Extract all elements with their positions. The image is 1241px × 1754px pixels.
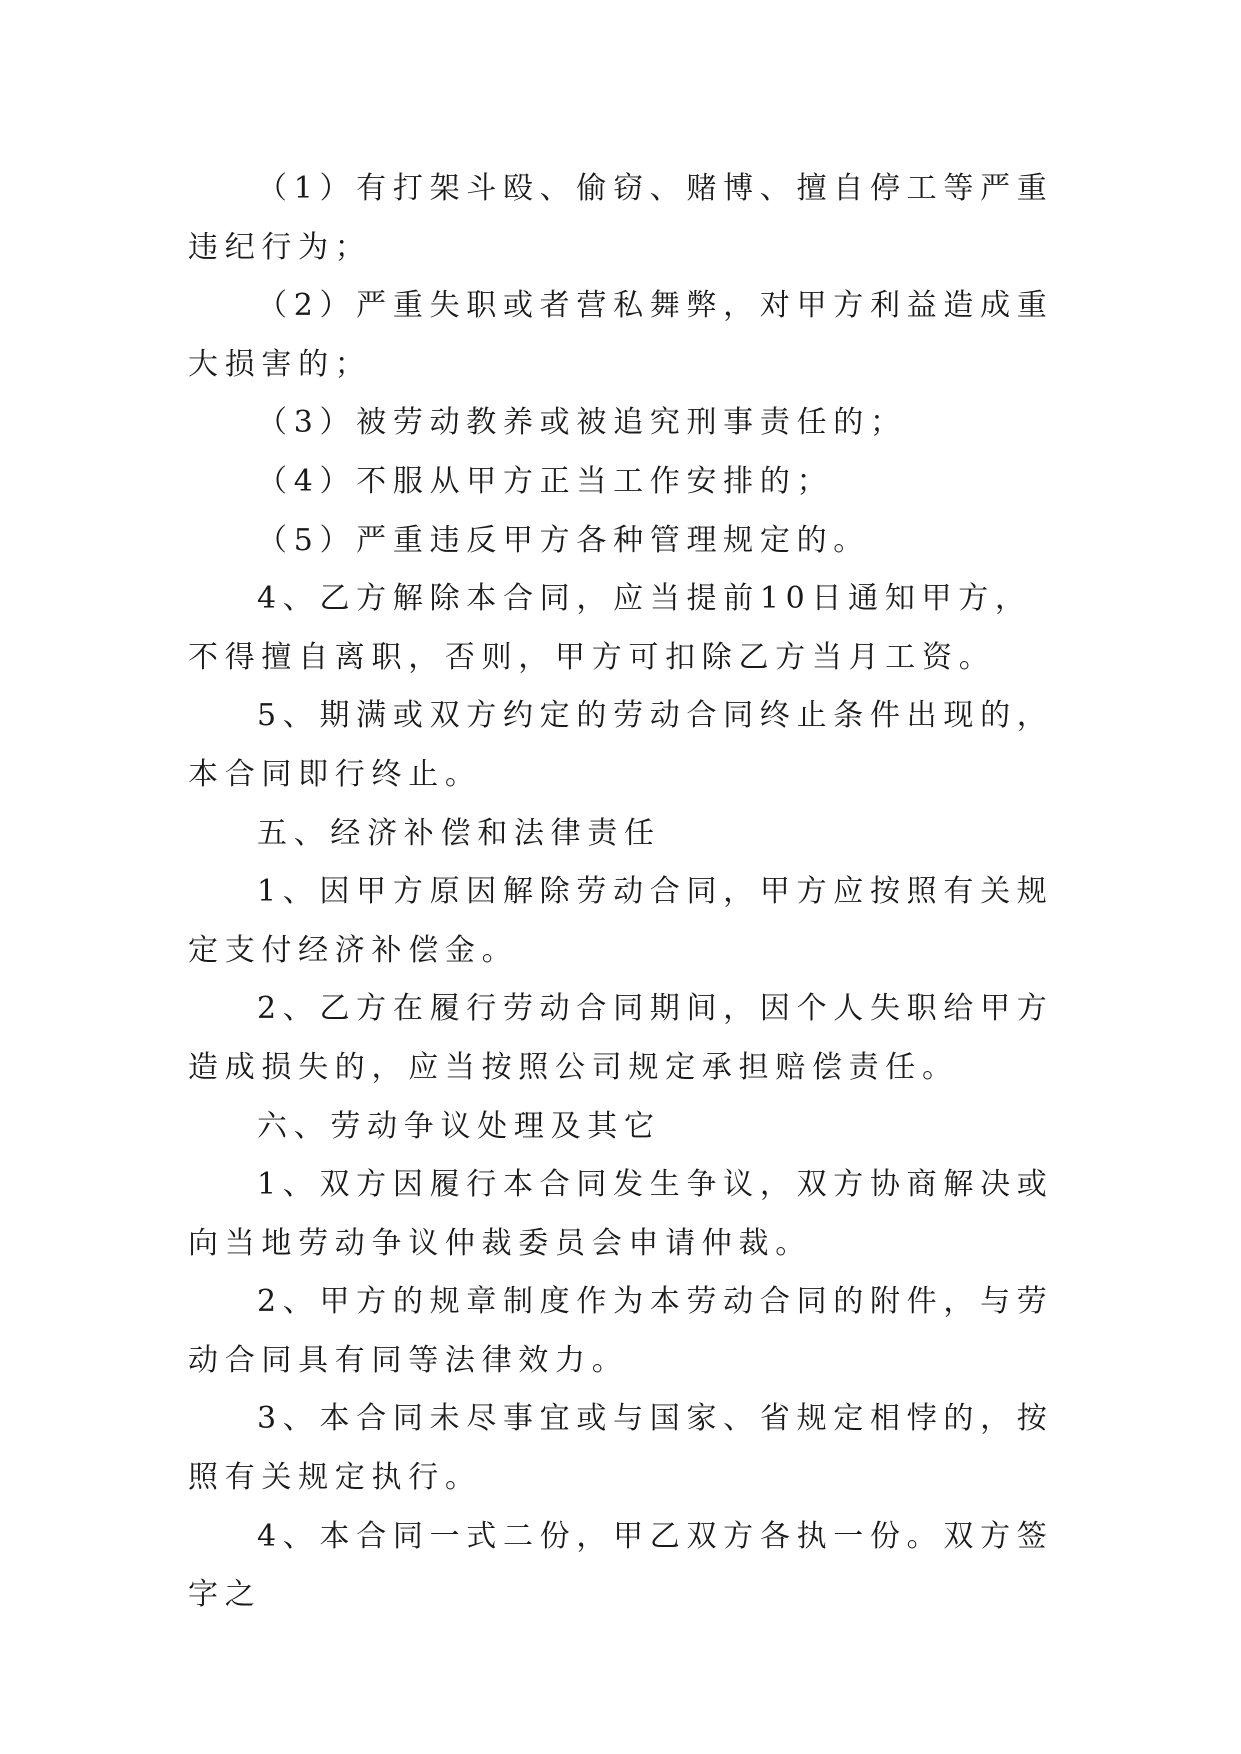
clause-1-item: （1）有打架斗殴、偷窃、赌博、擅自停工等严重违纪行为； [188,171,1054,265]
clause-3-item: （3）被劳动教养或被追究刑事责任的； [257,405,907,441]
clause-4-item: （4）不服从甲方正当工作安排的； [257,463,834,499]
disputes-clause-3: 3、本合同未尽事宜或与国家、省规定相悖的，按照有关规定执行。 [188,1401,1054,1496]
clause-5-item: （5）严重违反甲方各种管理规定的。 [257,522,870,558]
document-body [188,160,1056,1625]
compensation-clause-2: 2、乙方在履行劳动合同期间，因个人失职给甲方造成损失的，应当按照公司规定承担赔偿责任。 [188,991,1054,1085]
termination-clause-5: 5、期满或双方约定的劳动合同终止条件出现的，本合同即行终止。 [188,698,1054,792]
section-heading-compensation: 五、经济补偿和法律责任 [257,815,661,851]
compensation-clause-1: 1、因甲方原因解除劳动合同，甲方应按照有关规定支付经济补偿金。 [188,874,1054,968]
termination-clause-4: 4、乙方解除本合同，应当提前10日通知甲方，不得擅自离职，否则，甲方可扣除乙方当月工资。 [188,581,1032,675]
clause-2-item: （2）严重失职或者营私舞弊，对甲方利益造成重大损害的； [188,288,1054,382]
section-heading-disputes: 六、劳动争议处理及其它 [257,1108,661,1144]
disputes-clause-2: 2、甲方的规章制度作为本劳动合同的附件，与劳动合同具有同等法律效力。 [188,1284,1054,1378]
disputes-clause-4: 4、本合同一式二份，甲乙双方各执一份。双方签字之 [188,1518,1054,1613]
disputes-clause-1: 1、双方因履行本合同发生争议，双方协商解决或向当地劳动争议仲裁委员会申请仲裁。 [188,1167,1054,1261]
